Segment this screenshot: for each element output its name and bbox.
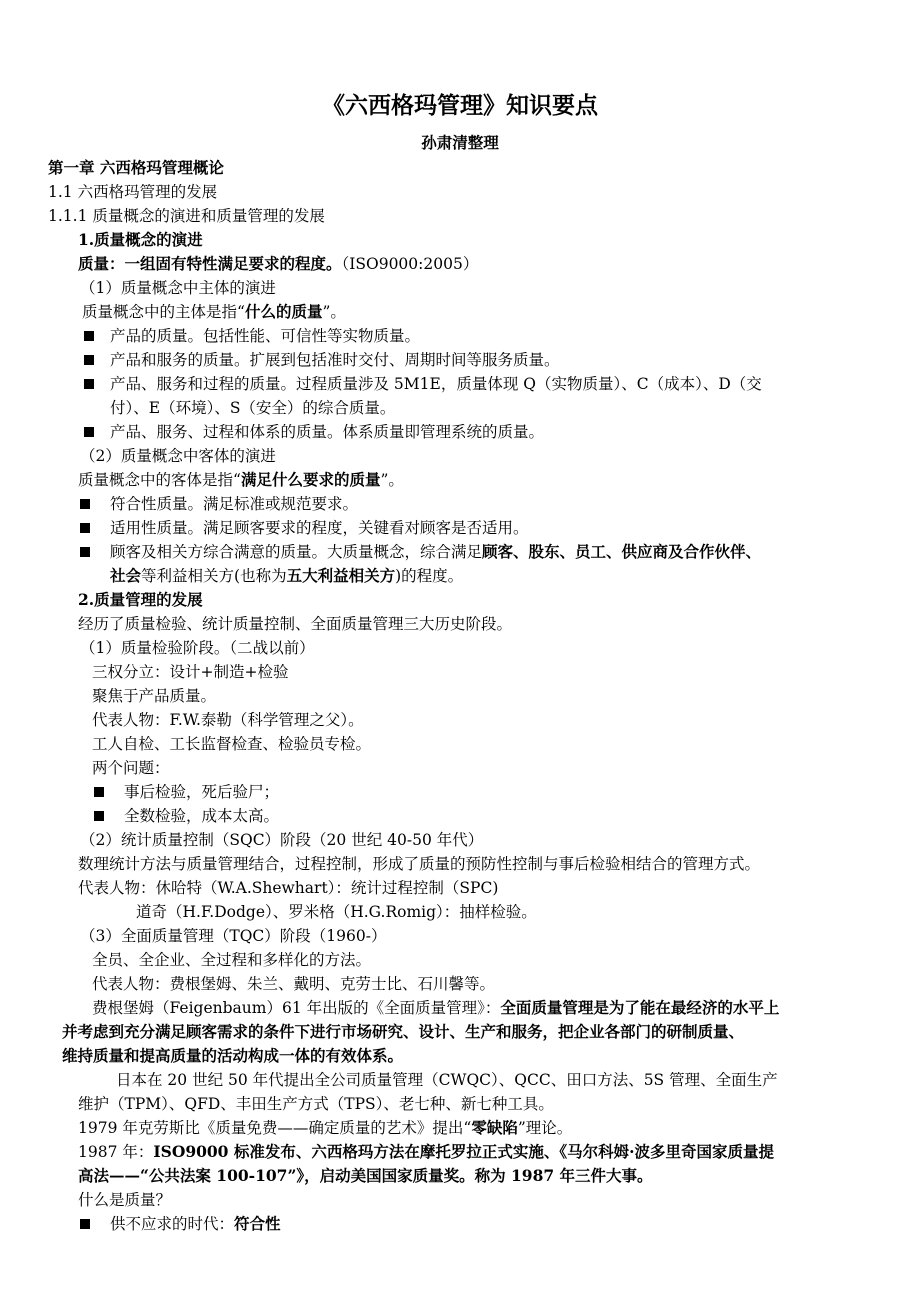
list-item: 适用性质量。满足顾客要求的程度，关键看对顾客是否适用。 (110, 519, 529, 537)
problem-item: 全数检验，成本太高。 (124, 807, 280, 825)
list-item-bold: 顾客、股东、员工、供应商及合作伙伴、 (482, 542, 762, 561)
bullet-square-icon (80, 499, 90, 509)
stage1-line: 两个问题： (92, 759, 170, 777)
list-item-text: )的程度。 (395, 567, 464, 585)
list-item: 产品和服务的质量。扩展到包括准时交付、周期时间等服务质量。 (110, 351, 560, 369)
stage3-line: 全员、全企业、全过程和多样化的方法。 (92, 951, 372, 969)
list-item: 产品、服务和过程的质量。过程质量涉及 5M1E，质量体现 Q（实物质量）、C（成本）、D（交 (110, 375, 762, 393)
year-1987-bold: ISO9000 标准发布、六西格玛方法在摩托罗拉正式实施、《马尔科姆·波多里奇国家质量提 (153, 1142, 775, 1161)
list-item-continued: 付）、E（环境）、S（安全）的综合质量。 (110, 399, 396, 417)
subject-intro-bold: 什么的质量 (244, 302, 323, 321)
subject-intro-text: 质量概念中的主体是指“ (82, 303, 245, 321)
year-1987-label: 1987 年： (78, 1143, 154, 1161)
problem-item: 事后检验，死后验尸； (124, 783, 280, 801)
stage2-heading: （2）统计质量控制（SQC）阶段（20 世纪 40-50 年代） (80, 831, 484, 849)
stage2-line: 道奇（H.F.Dodge）、罗米格（H.G.Romig）：抽样检验。 (136, 903, 537, 921)
bullet-square-icon (84, 331, 94, 341)
stage1-line: 工人自检、工长监督检查、检验员专检。 (92, 735, 372, 753)
stage1-line: 聚焦于产品质量。 (92, 687, 217, 705)
bullet-square-icon (94, 811, 104, 821)
crosby-text: 1979 年克劳斯比《质量免费——确定质量的艺术》提出“ (78, 1119, 472, 1137)
list-item-bold: 社会 (110, 566, 142, 585)
bullet-square-icon (80, 547, 90, 557)
heading-quality-concept: 1.质量概念的演进 (78, 230, 203, 249)
stage1-heading: （1）质量检验阶段。（二战以前） (80, 639, 315, 657)
object-intro (78, 468, 404, 492)
feigenbaum-continued: 并考虑到充分满足顾客需求的条件下进行市场研究、设计、生产和服务，把企业各部门的研制质量、 (62, 1022, 745, 1041)
object-heading: （2）质量概念中客体的演进 (80, 447, 276, 465)
bullet-square-icon (80, 1219, 90, 1229)
stage2-line: 代表人物：休哈特（W.A.Shewhart）：统计过程控制（SPC) (78, 879, 499, 897)
quality-definition (78, 252, 478, 276)
list-item (110, 540, 761, 564)
bullet-square-icon (84, 379, 94, 389)
list-item-text: 顾客及相关方综合满意的质量。大质量概念，综合满足 (110, 543, 483, 561)
definition-bold: 质量：一组固有特性满足要求的程度。 (78, 254, 342, 273)
subsection-heading: 1.1.1 质量概念的演进和质量管理的发展 (48, 207, 325, 225)
list-item-text: 供不应求的时代： (110, 1215, 235, 1233)
feigenbaum-bold: 全面质量管理是为了能在最经济的水平上 (500, 998, 780, 1017)
list-item-continued (110, 564, 463, 588)
year-1987-line (78, 1140, 774, 1164)
document-author: 孙肃清整理 (421, 133, 499, 152)
object-intro-text: 质量概念中的客体是指“ (78, 471, 241, 489)
list-item: 符合性质量。满足标准或规范要求。 (110, 495, 359, 513)
crosby-line (78, 1116, 572, 1140)
stage2-line: 数理统计方法与质量管理结合，过程控制，形成了质量的预防性控制与事后检验相结合的管理方式。 (78, 855, 761, 873)
object-intro-end: ”。 (380, 471, 404, 489)
heading-quality-management: 2.质量管理的发展 (78, 590, 203, 609)
section-heading: 1.1 六西格玛管理的发展 (48, 183, 218, 201)
list-item: 产品、服务、过程和体系的质量。体系质量即管理系统的质量。 (110, 423, 545, 441)
feigenbaum-text: 费根堡姆（Feigenbaum）61 年出版的《全面质量管理》： (92, 999, 501, 1017)
japan-paragraph-continued: 维护（TPM）、QFD、丰田生产方式（TPS）、老七种、新七种工具。 (78, 1095, 554, 1113)
list-item-text: 等利益相关方(也称为 (141, 567, 287, 585)
stage3-heading: （3）全面质量管理（TQC）阶段（1960-） (80, 927, 387, 945)
development-intro: 经历了质量检验、统计质量控制、全面质量管理三大历史阶段。 (78, 615, 513, 633)
feigenbaum-continued: 维持质量和提高质量的活动构成一体的有效体系。 (62, 1046, 404, 1065)
document-title: 《六西格玛管理》知识要点 (322, 92, 598, 119)
crosby-bold: 零缺陷 (471, 1118, 518, 1137)
japan-paragraph: 日本在 20 世纪 50 年代提出全公司质量管理（CWQC）、QCC、田口方法、5S 管理、全面生产 (116, 1071, 778, 1089)
list-item: 产品的质量。包括性能、可信性等实物质量。 (110, 327, 421, 345)
subject-intro (82, 300, 346, 324)
stage1-line: 代表人物：F.W.泰勒（科学管理之父）。 (92, 711, 364, 729)
definition-source: （ISO9000:2005） (341, 255, 479, 273)
stage3-line: 代表人物：费根堡姆、朱兰、戴明、克劳士比、石川馨等。 (92, 975, 496, 993)
bullet-square-icon (94, 787, 104, 797)
list-item (110, 1212, 281, 1236)
feigenbaum-paragraph (92, 996, 779, 1020)
bullet-square-icon (80, 523, 90, 533)
list-item-bold: 五大利益相关方 (286, 566, 396, 585)
crosby-end: ”理论。 (517, 1119, 573, 1137)
subject-heading: （1）质量概念中主体的演进 (80, 279, 276, 297)
bullet-square-icon (84, 355, 94, 365)
bullet-square-icon (84, 427, 94, 437)
object-intro-bold: 满足什么要求的质量 (240, 470, 381, 489)
subject-intro-end: ”。 (322, 303, 346, 321)
year-1987-continued: 高法——“公共法案 100-107”》，启动美国国家质量奖。称为 1987 年三件大事。 (78, 1166, 653, 1185)
chapter-heading: 第一章 六西格玛管理概论 (48, 158, 224, 177)
stage1-line: 三权分立：设计+制造+检验 (92, 663, 289, 681)
what-is-quality: 什么是质量？ (78, 1191, 172, 1209)
list-item-bold: 符合性 (234, 1214, 281, 1233)
